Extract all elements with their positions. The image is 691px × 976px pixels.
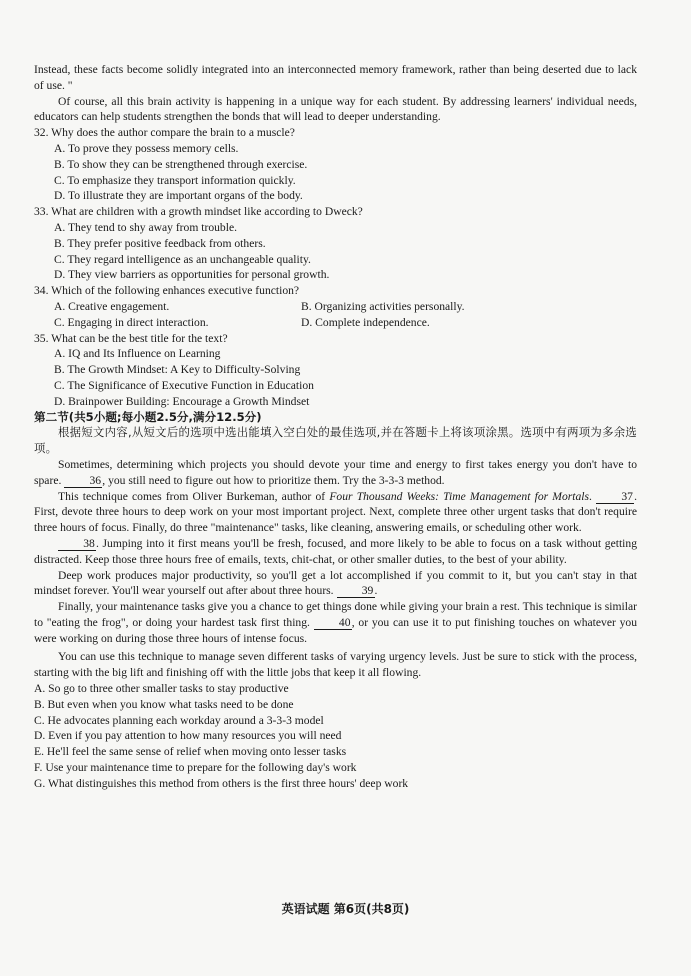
book-title: Four Thousand Weeks: Time Management for Mortals xyxy=(329,489,590,503)
choice-g: G. What distinguishes this method from others is the first three hours' deep work xyxy=(34,776,409,790)
choice-b: B. But even when you know what tasks need to be done xyxy=(34,697,294,711)
choice-c: C. He advocates planning each workday around a 3-3-3 model xyxy=(34,713,324,727)
question-stem: 33. What are children with a growth mindset like according to Dweck? xyxy=(34,205,363,219)
text: Deep work produces major productivity, so you'll get a lot accomplished if you commit to it, but you can't stay in that mindset forever. You'll wear yourself out after about three hours. xyxy=(34,568,637,598)
intro-paragraph-1: Instead, these facts become solidly integrated into an interconnected memory framework, rather than being deserted due to lack of use. " xyxy=(34,63,637,92)
passage-paragraph-6: You can use this technique to manage seven different tasks of varying urgency levels. Just be sure to stick with the process, starting with the big lift and finishing off with the little jobs that keep it all flowing. xyxy=(34,650,637,680)
text: , or you can use it to put finishing touches on whatever you were working on during those three hours of intense focus. xyxy=(34,615,638,645)
option-d: D. Complete independence. xyxy=(301,315,430,329)
option-b: B. Organizing activities personally. xyxy=(301,299,465,313)
text: . xyxy=(589,489,592,503)
choice-e: E. He'll feel the same sense of relief when moving onto lesser tasks xyxy=(34,745,347,759)
option-b: B. They prefer positive feedback from others. xyxy=(54,236,266,250)
option-d: D. To illustrate they are important organs of the body. xyxy=(54,189,303,203)
choice-a: A. So go to three other smaller tasks to stay productive xyxy=(34,682,289,696)
text: Finally, your maintenance tasks give you a chance to get things done while giving your brain a rest. This technique is similar to "eating the frog", or doing your hardest task first thing. xyxy=(34,600,637,629)
blank-40: 40 xyxy=(314,617,352,630)
text: . First, devote three hours to deep work on your most important project. Next, complete three other urgent tasks that don't require three hours of focus. Finally, do three "maintenance" tasks, like cleaning, answering emails, or scheduling other work. xyxy=(34,489,638,535)
blank-36: 36 xyxy=(64,475,102,488)
blank-39: 39 xyxy=(337,585,375,598)
section-instruction: 根据短文内容,从短文后的选项中选出能填入空白处的最佳选项,并在答题卡上将该项涂黑。选项中有两项为多余选项。 xyxy=(34,425,637,456)
question-stem: 35. What can be the best title for the text? xyxy=(34,331,228,345)
option-a: A. Creative engagement. xyxy=(54,299,170,313)
blank-37: 37 xyxy=(596,491,634,504)
option-c: C. They regard intelligence as an unchangeable quality. xyxy=(54,252,311,266)
passage-paragraph-5 xyxy=(34,599,637,646)
passage-paragraph-2 xyxy=(34,489,637,536)
section-heading: 第二节(共5小题;每小题2.5分,满分12.5分) xyxy=(34,409,262,424)
passage-paragraph-3 xyxy=(34,536,637,568)
text: Sometimes, determining which projects you should devote your time and energy to first takes energy you don't have to spare. xyxy=(34,457,637,487)
intro-paragraph-2: Of course, all this brain activity is happening in a unique way for each student. By addressing learners' individual needs, educators can help students strengthen the bonds that will lead to deeper understanding. xyxy=(34,94,637,124)
text: This technique comes from Oliver Burkeman, author of xyxy=(58,489,326,503)
option-a: A. IQ and Its Influence on Learning xyxy=(54,347,221,361)
question-34 xyxy=(34,283,637,330)
choice-list xyxy=(34,681,637,792)
option-b: B. The Growth Mindset: A Key to Difficulty-Solving xyxy=(54,363,301,377)
options-row-1 xyxy=(34,299,637,315)
option-c: C. The Significance of Executive Function in Education xyxy=(54,378,314,392)
choice-f: F. Use your maintenance time to prepare for the following day's work xyxy=(34,761,357,775)
question-32 xyxy=(34,125,637,204)
passage-paragraph-1 xyxy=(34,457,637,489)
page-footer: 英语试题 第6页(共8页) xyxy=(281,902,410,916)
option-c: C. To emphasize they transport information quickly. xyxy=(54,173,296,187)
options-row-2 xyxy=(34,315,637,331)
option-a: A. To prove they possess memory cells. xyxy=(54,141,239,155)
question-stem: 32. Why does the author compare the brain to a muscle? xyxy=(34,126,295,140)
question-35 xyxy=(34,331,637,410)
option-a: A. They tend to shy away from trouble. xyxy=(54,220,237,234)
question-stem: 34. Which of the following enhances executive function? xyxy=(34,284,300,298)
blank-38: 38 xyxy=(58,538,96,551)
option-c: C. Engaging in direct interaction. xyxy=(54,315,209,329)
text: , you still need to figure out how to prioritize them. Try the 3-3-3 method. xyxy=(102,473,445,487)
option-d: D. Brainpower Building: Encourage a Growth Mindset xyxy=(54,394,310,408)
option-d: D. They view barriers as opportunities for personal growth. xyxy=(54,268,330,282)
passage-paragraph-4 xyxy=(34,568,637,600)
option-b: B. To show they can be strengthened through exercise. xyxy=(54,157,308,171)
question-33 xyxy=(34,204,637,283)
text: . xyxy=(374,584,378,598)
choice-d: D. Even if you pay attention to how many resources you will need xyxy=(34,729,342,743)
text: . Jumping into it first means you'll be fresh, focused, and more likely to be able to focus on a task without getting distracted. Keep those three hours free of emails, texts, chit-chat, or other smaller duties, to the best of your ability. xyxy=(34,536,637,566)
